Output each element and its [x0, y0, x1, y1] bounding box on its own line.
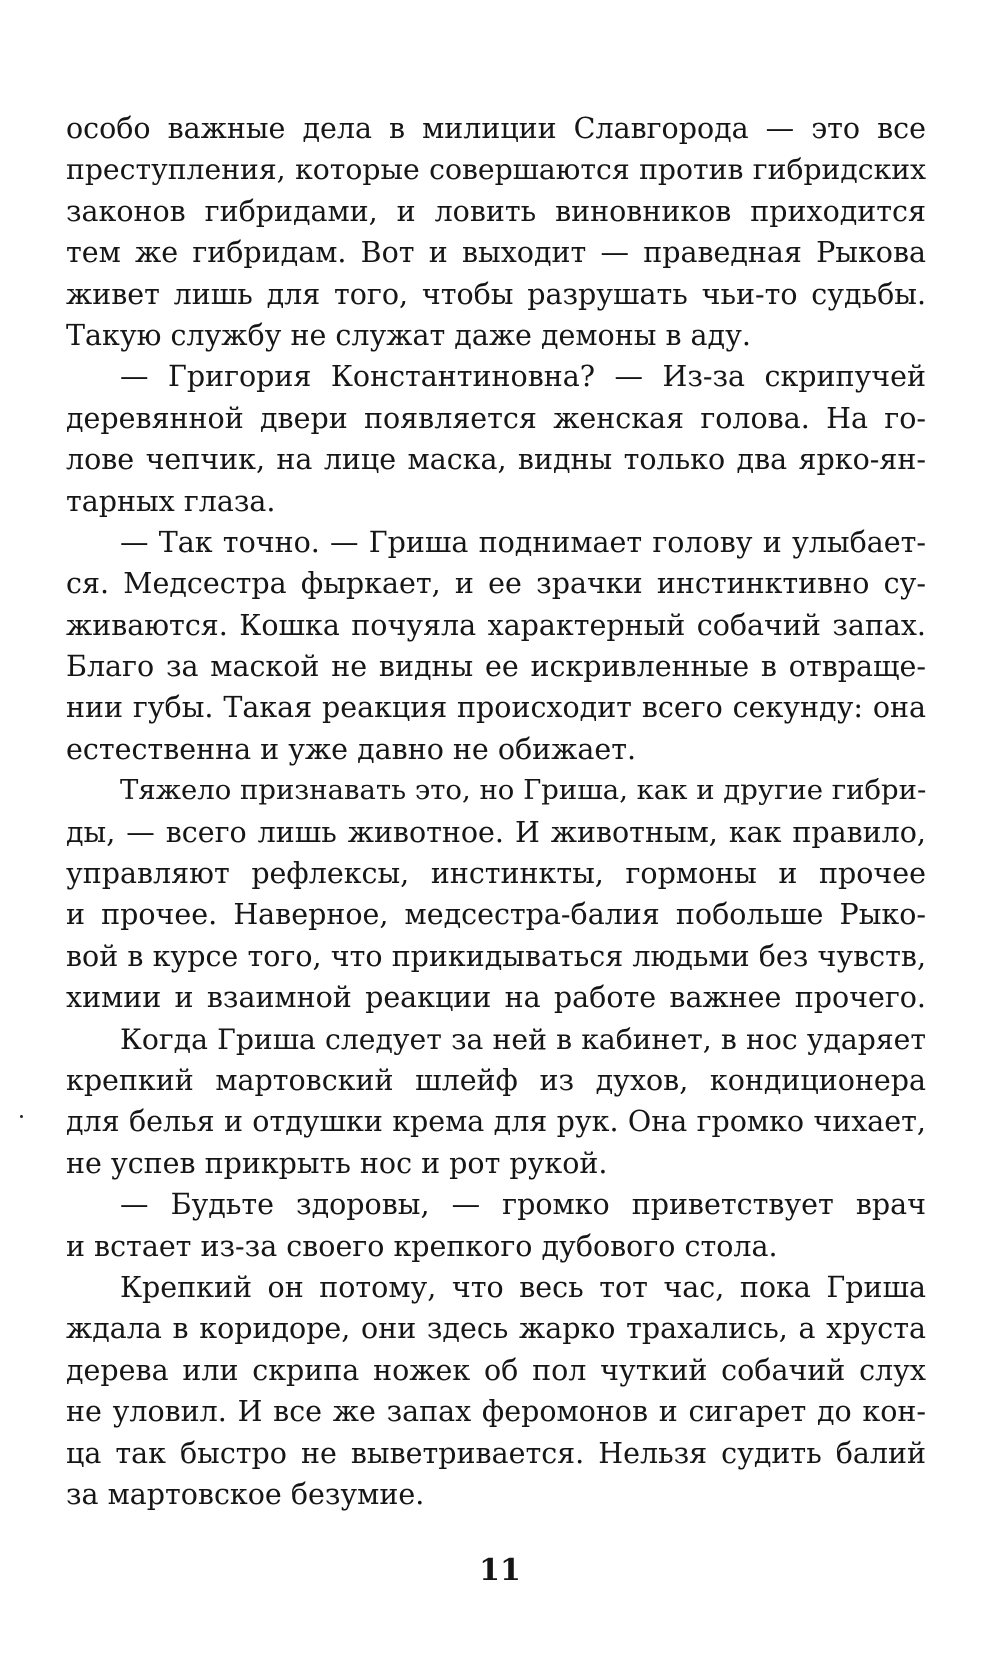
text-line: лове чепчик, на лице маска, видны только два ярко-ян- — [66, 443, 926, 477]
text-line: Такую службу не служат даже демоны в аду. — [66, 318, 751, 352]
text-line: не уловил. И все же запах феромонов и сигарет до кон- — [66, 1395, 926, 1429]
text-line: и встает из-за своего крепкого дубового стола. — [66, 1229, 778, 1263]
text-line: крепкий мартовский шлейф из духов, кондиционера — [66, 1063, 926, 1097]
text-line: деревянной двери появляется женская голова. На го- — [66, 401, 926, 435]
text-line: особо важные дела в милиции Славгорода — это все — [66, 112, 926, 145]
text-line: нии губы. Такая реакция происходит всего секунду: она — [66, 691, 926, 725]
text-line: законов гибридами, и ловить виновников приходится — [66, 194, 926, 228]
text-line: Когда Гриша следует за ней в кабинет, в нос ударяет — [120, 1022, 926, 1056]
page-number: 11 — [479, 1553, 521, 1588]
text-line: для белья и отдушки крема для рук. Она громко чихает, — [66, 1105, 926, 1139]
text-line: не успев прикрыть нос и рот рукой. — [66, 1146, 608, 1180]
text-line: Крепкий он потому, что весь тот час, пока Гриша — [120, 1270, 926, 1304]
text-line: — Будьте здоровы, — громко приветствует врач — [120, 1188, 926, 1222]
text-line: тарных глаза. — [66, 484, 276, 518]
print-speck — [20, 1115, 23, 1118]
text-line: химии и взаимной реакции на работе важнее прочего. — [66, 981, 926, 1015]
text-line: Тяжело признавать это, но Гриша, как и другие гибри- — [120, 774, 926, 807]
text-line: преступления, которые совершаются против гибридских — [66, 153, 926, 187]
text-line: ца так быстро не выветривается. Нельзя судить балий — [66, 1436, 926, 1470]
text-line: управляют рефлексы, инстинкты, гормоны и прочее — [66, 857, 926, 891]
text-line: дерева или скрипа ножек об пол чуткий собачий слух — [66, 1353, 926, 1387]
text-line: Благо за маской не видны ее искривленные в отвраще- — [66, 650, 926, 684]
text-line: живаются. Кошка почуяла характерный собачий запах. — [66, 608, 926, 642]
text-line: естественна и уже давно не обижает. — [66, 732, 637, 766]
text-line: вой в курсе того, что прикидываться людьми без чувств, — [66, 939, 926, 973]
text-line: и прочее. Наверное, медсестра-балия побольше Рыко- — [66, 898, 926, 932]
text-line: ся. Медсестра фыркает, и ее зрачки инстинктивно су- — [66, 567, 926, 601]
text-line: за мартовское безумие. — [66, 1477, 425, 1511]
text-line: живет лишь для того, чтобы разрушать чьи-то судьбы. — [66, 277, 926, 311]
text-line: — Григория Константиновна? — Из-за скрипучей — [120, 360, 926, 394]
text-line: тем же гибридам. Вот и выходит — праведная Рыкова — [66, 236, 926, 270]
text-line: — Так точно. — Гриша поднимает голову и улыбает- — [120, 525, 926, 559]
text-line: ды, — всего лишь животное. И животным, как правило, — [66, 815, 926, 849]
text-line: ждала в коридоре, они здесь жарко трахались, а хруста — [66, 1312, 926, 1346]
body-text — [66, 108, 926, 1515]
